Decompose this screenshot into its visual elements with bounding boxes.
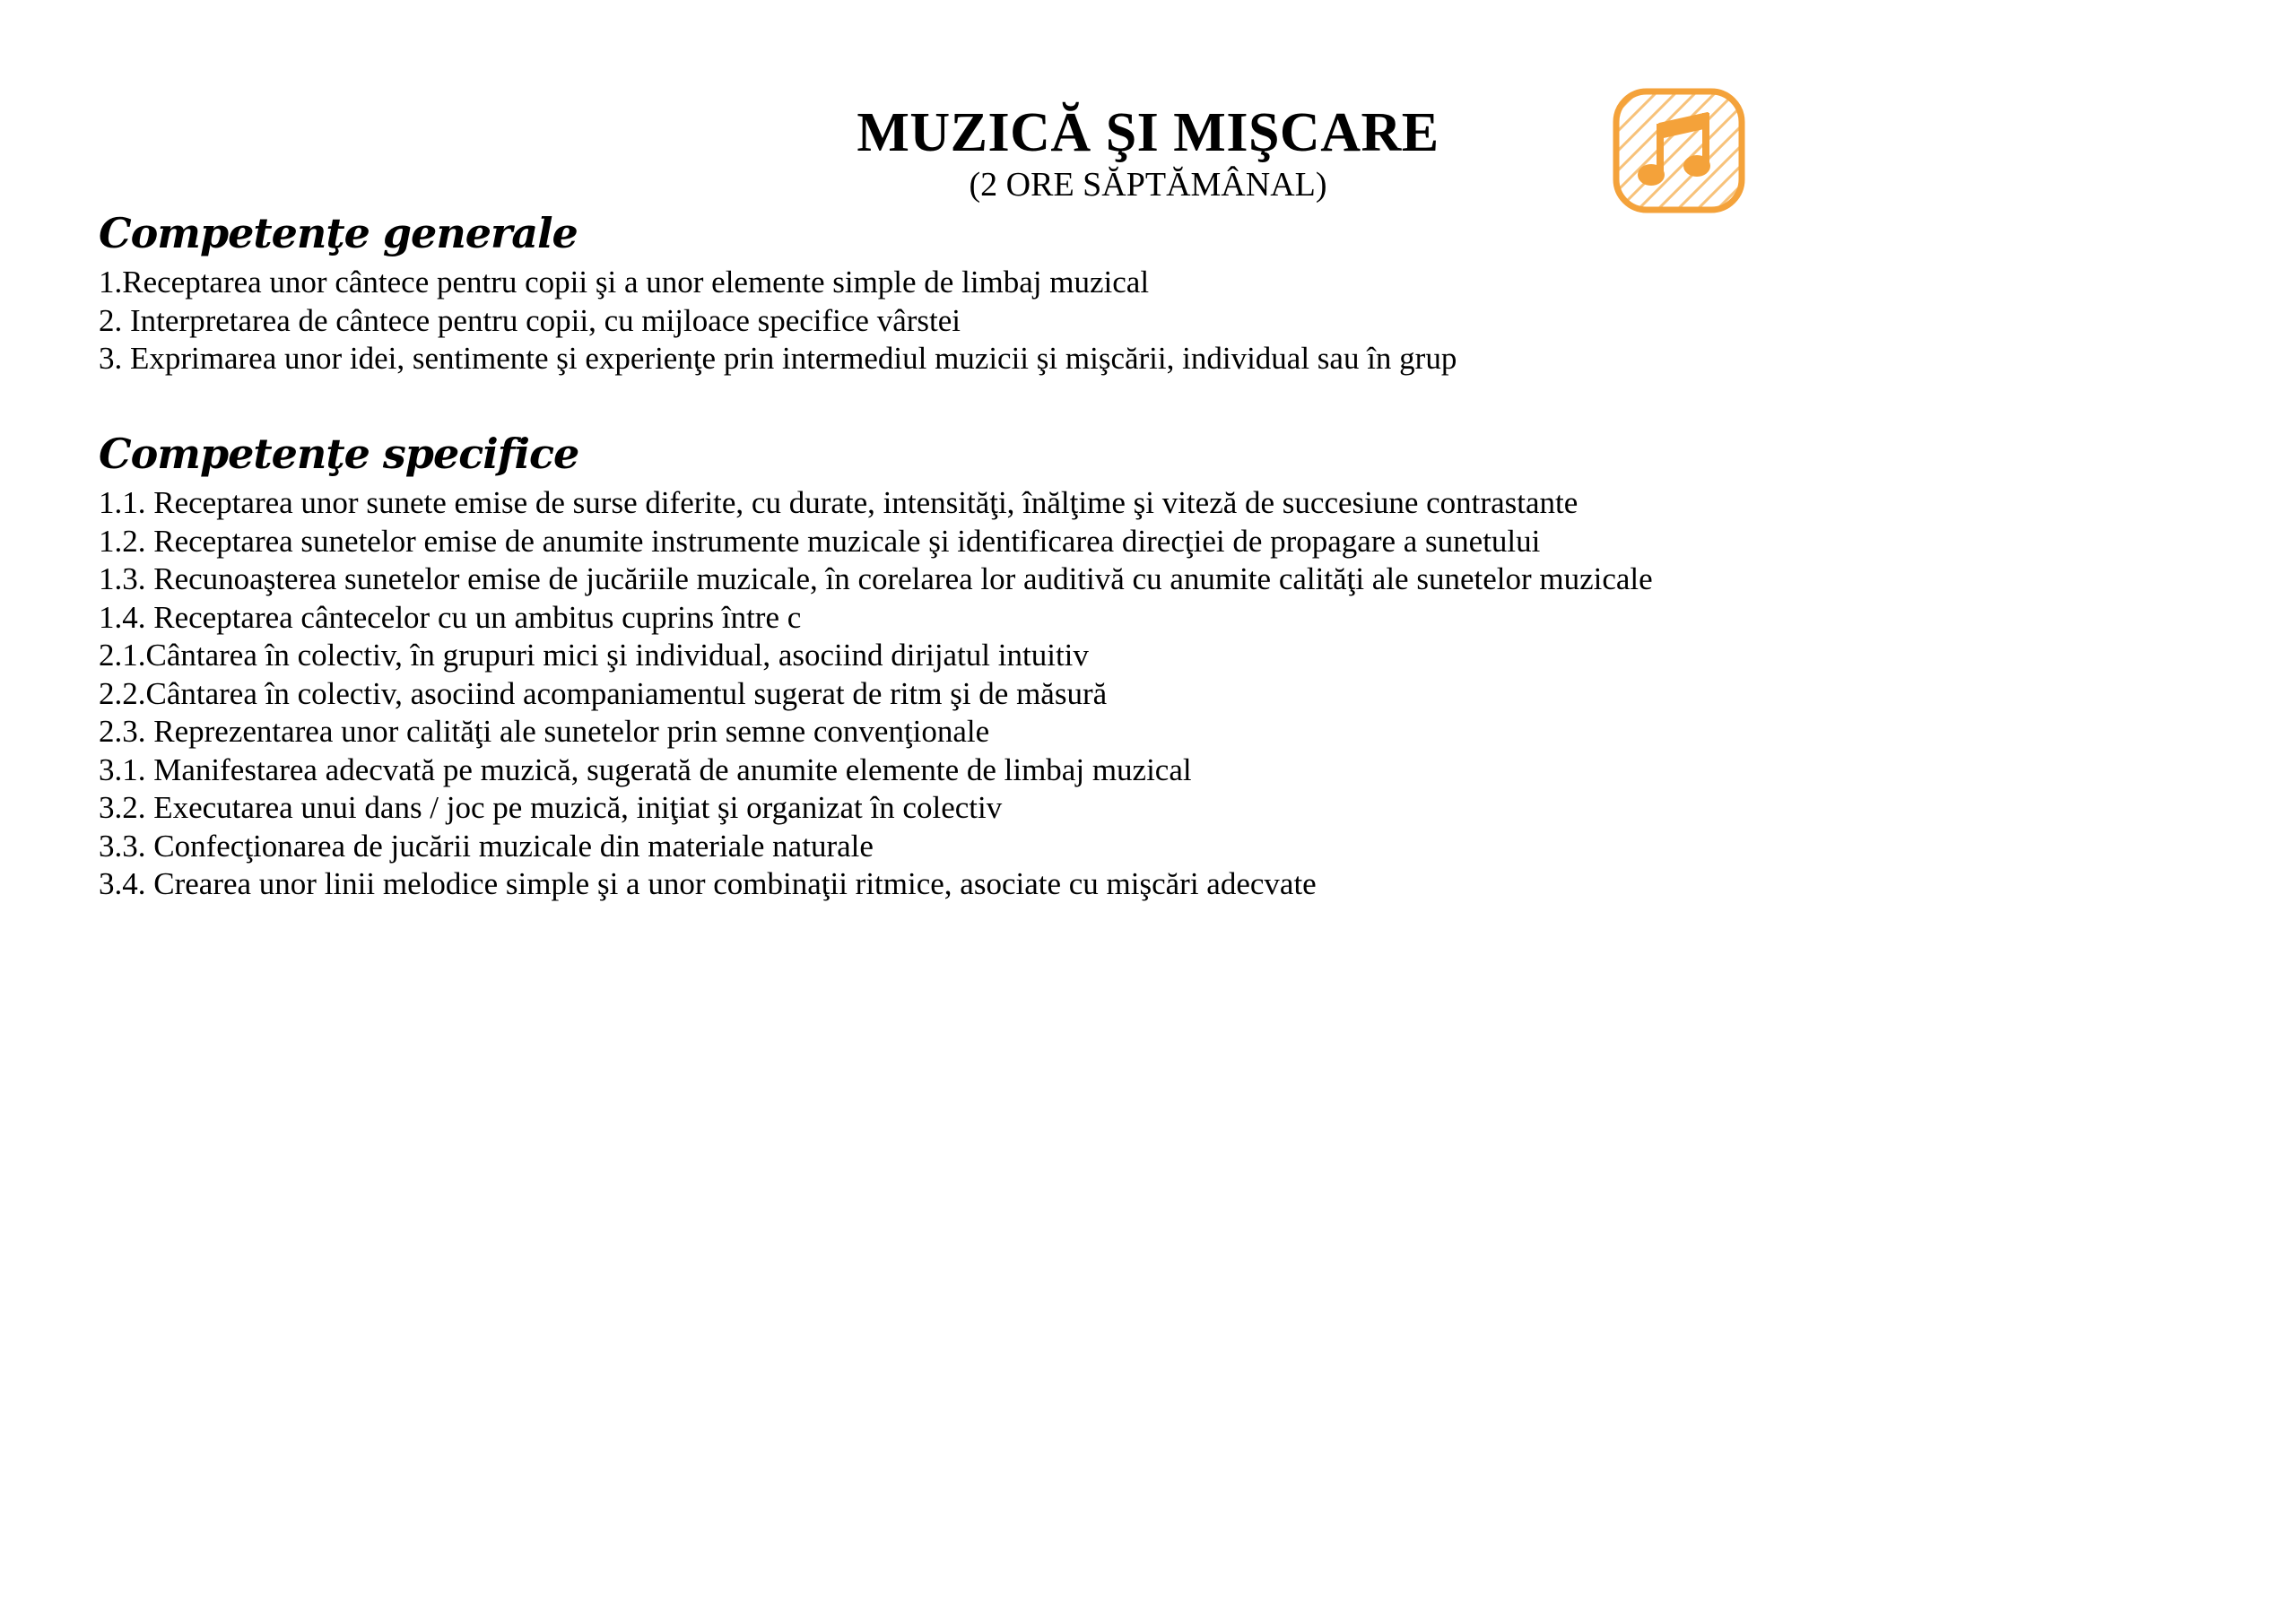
general-competences-list <box>99 264 1457 378</box>
list-item: 3.1. Manifestarea adecvată pe muzică, sugerată de anumite elemente de limbaj muzical <box>99 751 1192 787</box>
list-item: 1.Receptarea unor cântece pentru copii şi a unor elemente simple de limbaj muzical <box>99 265 1150 300</box>
document-subtitle: (2 ORE SĂPTĂMÂNAL) <box>969 166 1327 204</box>
general-competences-heading: Competenţe generale <box>99 209 578 257</box>
list-item: 2. Interpretarea de cântece pentru copii, cu mijloace specifice vârstei <box>99 302 961 338</box>
list-item: 1.3. Recunoaşterea sunetelor emise de jucăriile muzicale, în corelarea lor auditivă cu anumite calităţi ale sunetelor muzicale <box>99 561 1653 596</box>
list-item: 2.3. Reprezentarea unor calităţi ale sunetelor prin semne convenţionale <box>99 714 990 749</box>
list-item: 2.1.Cântarea în colectiv, în grupuri mici şi individual, asociind dirijatul intuitiv <box>99 638 1089 673</box>
list-item: 1.2. Receptarea sunetelor emise de anumite instrumente muzicale şi identificarea direcţiei de propagare a sunetului <box>99 523 1541 559</box>
list-item: 1.4. Receptarea cântecelor cu un ambitus cuprins între c <box>99 599 802 635</box>
specific-competences-heading: Competenţe specifice <box>99 430 579 478</box>
list-item: 2.2.Cântarea în colectiv, asociind acompaniamentul sugerat de ritm şi de măsură <box>99 675 1108 711</box>
list-item: 3.3. Confecţionarea de jucării muzicale din materiale naturale <box>99 828 874 864</box>
list-item: 3.4. Crearea unor linii melodice simple şi a unor combinaţii ritmice, asociate cu mişcări adecvate <box>99 866 1317 901</box>
specific-competences-list <box>99 484 1653 904</box>
music-note-icon <box>1607 84 1751 217</box>
document-title: MUZICĂ ŞI MIŞCARE <box>857 102 1439 163</box>
list-item: 1.1. Receptarea unor sunete emise de surse diferite, cu durate, intensităţi, înălţime şi viteză de succesiune contrastante <box>99 485 1578 520</box>
list-item: 3. Exprimarea unor idei, sentimente şi experienţe prin intermediul muzicii şi mişcării, individual sau în grup <box>99 341 1457 376</box>
list-item: 3.2. Executarea unui dans / joc pe muzică, iniţiat şi organizat în colectiv <box>99 790 1003 825</box>
